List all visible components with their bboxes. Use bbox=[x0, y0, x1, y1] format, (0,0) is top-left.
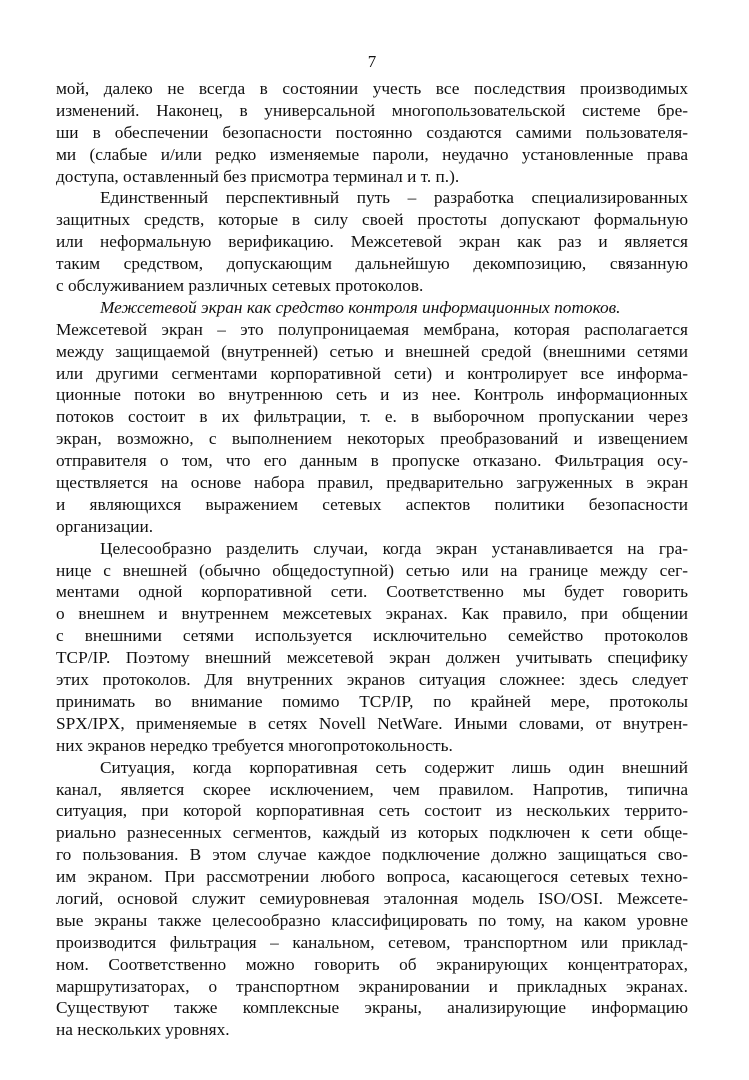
text-line: с внешними сетями используется исключительно семейство протоколов bbox=[56, 626, 688, 646]
text-line: ментами одной корпоративной сети. Соответственно мы будет говорить bbox=[56, 582, 688, 602]
text-line: SPX/IPX, применяемые в сетях Novell NetWare. Иными словами, от внутрен- bbox=[56, 713, 688, 733]
text-line: организации. bbox=[56, 516, 154, 536]
text-line: или другими сегментами корпоративной сети) и контролирует все информа- bbox=[56, 363, 688, 383]
text-line: TCP/IP. Поэтому внешний межсетевой экран должен учитывать специфику bbox=[56, 648, 688, 668]
text-line: производится фильтрация – канальном, сетевом, транспортном или приклад- bbox=[56, 932, 688, 952]
body-text bbox=[56, 78, 688, 1041]
text-line: принимать во внимание помимо TCP/IP, по крайней мере, протоколы bbox=[56, 691, 688, 711]
text-line: Целесообразно разделить случаи, когда экран устанавливается на гра- bbox=[100, 538, 688, 558]
text-line: вые экраны также целесообразно классифицировать по тому, на каком уровне bbox=[56, 910, 688, 930]
text-line: потоков состоит в их фильтрации, т. е. в выборочном пропускании через bbox=[56, 407, 688, 427]
text-line: ном. Соответственно можно говорить об экранирующих концентраторах, bbox=[56, 954, 688, 974]
text-line: мой, далеко не всегда в состоянии учесть все последствия производимых bbox=[56, 79, 688, 98]
text-line: отправителя о том, что его данным в пропуске отказано. Фильтрация осу- bbox=[56, 451, 688, 471]
page-number: 7 bbox=[367, 52, 377, 71]
text-line: экран, возможно, с выполнением некоторых преобразований и извещением bbox=[56, 429, 688, 449]
text-line: логий, основой служит семиуровневая эталонная модель ISO/OSI. Межсете- bbox=[56, 888, 688, 908]
text-line: о внешнем и внутреннем межсетевых экранах. Как правило, при общении bbox=[56, 604, 688, 624]
text-line: Ситуация, когда корпоративная сеть содержит лишь один внешний bbox=[100, 757, 688, 777]
text-line: ши в обеспечении безопасности постоянно создаются самими пользователя- bbox=[56, 122, 688, 142]
text-line: изменений. Наконец, в универсальной многопользовательской системе бре- bbox=[56, 100, 688, 120]
text-line: них экранов нередко требуется многопротокольность. bbox=[56, 735, 453, 755]
text-line: доступа, оставленный без присмотра терминал и т. п.). bbox=[56, 166, 460, 186]
text-line: Межсетевой экран как средство контроля информационных потоков. bbox=[100, 297, 621, 317]
text-line: защитных средств, которые в силу своей простоты допускают формальную bbox=[56, 210, 688, 230]
text-line: и являющихся выражением сетевых аспектов политики безопасности bbox=[56, 494, 688, 514]
text-line: го пользования. В этом случае каждое подключение должно защищаться сво- bbox=[56, 845, 688, 865]
text-line: этих протоколов. Для внутренних экранов ситуация сложнее: здесь следует bbox=[56, 670, 688, 690]
text-line: канал, является скорее исключением, чем правилом. Напротив, типична bbox=[56, 779, 688, 799]
text-line: таким средством, допускающим дальнейшую декомпозицию, связанную bbox=[56, 254, 688, 274]
text-line: маршрутизаторах, о транспортном экранировании и прикладных экранах. bbox=[56, 976, 688, 996]
text-line: Единственный перспективный путь – разработка специализированных bbox=[100, 188, 688, 208]
text-line: нице с внешней (обычно общедоступной) сетью или на границе между сег- bbox=[56, 560, 688, 580]
text-line: на нескольких уровнях. bbox=[56, 1020, 230, 1040]
text-line: ционные потоки во внутреннюю сеть и из нее. Контроль информационных bbox=[56, 385, 688, 405]
document-page bbox=[56, 52, 688, 1062]
text-line: или неформальную верификацию. Межсетевой экран как раз и является bbox=[56, 232, 688, 252]
text-line: им экраном. При рассмотрении любого вопроса, касающегося сетевых техно- bbox=[56, 867, 688, 887]
text-line: с обслуживанием различных сетевых протоколов. bbox=[56, 276, 424, 296]
text-line: Существуют также комплексные экраны, анализирующие информацию bbox=[56, 998, 688, 1018]
text-line: ми (слабые и/или редко изменяемые пароли, неудачно установленные права bbox=[56, 144, 688, 164]
text-line: ситуация, при которой корпоративная сеть состоит из нескольких террито- bbox=[56, 801, 688, 821]
text-line: ществляется на основе набора правил, предварительно загруженных в экран bbox=[56, 473, 688, 493]
text-line: между защищаемой (внутренней) сетью и внешней средой (внешними сетями bbox=[56, 341, 688, 361]
text-line: Межсетевой экран – это полупроницаемая мембрана, которая располагается bbox=[56, 319, 688, 339]
text-line: риально разнесенных сегментов, каждый из которых подключен к сети обще- bbox=[56, 823, 688, 843]
